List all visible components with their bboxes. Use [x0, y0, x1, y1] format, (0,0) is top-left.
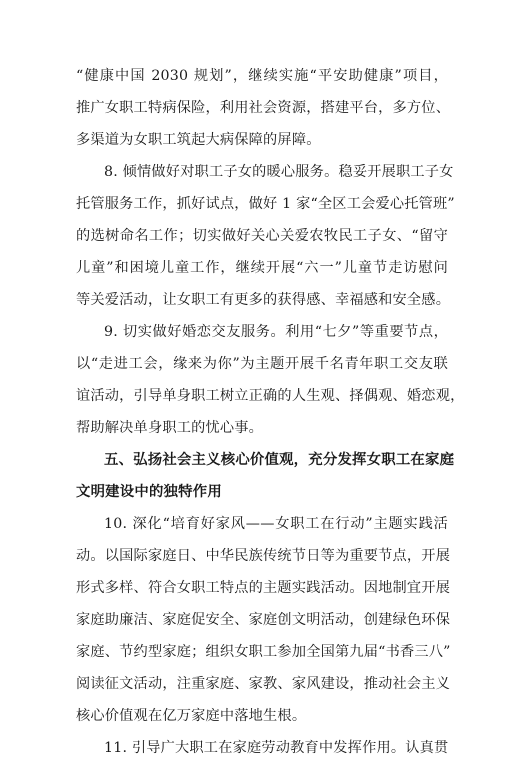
text-line: 动。以国际家庭日、中华民族传统节日等为重要节点，开展 [76, 548, 451, 564]
text-line: 儿童”和困境儿童工作，继续开展“六一”儿童节走访慰问 [76, 260, 448, 276]
text-line: 阅读征文活动，注重家庭、家教、家风建设，推动社会主义 [76, 676, 451, 692]
paragraph-item-8 [76, 156, 455, 316]
text-line: 托管服务工作，抓好试点，做好 1 家“全区工会爱心托管班” [76, 196, 455, 212]
text-line: 10. 深化“培育好家风——女职工在行动”主题实践活 [104, 516, 448, 532]
text-line: 形式多样、符合女职工特点的主题实践活动。因地制宜开展 [76, 580, 451, 596]
document-page [76, 60, 465, 764]
text-line: 8. 倾情做好对职工子女的暖心服务。稳妥开展职工子女 [104, 164, 454, 180]
paragraph-item-10 [76, 508, 451, 732]
text-line: 家庭、节约型家庭；组织女职工参加全国第九届“书香三八” [76, 644, 451, 660]
heading-line: 五、弘扬社会主义核心价值观，充分发挥女职工在家庭 [104, 452, 455, 468]
text-line: 以“走进工会，缘来为你”为主题开展千名青年职工交友联 [76, 356, 448, 372]
text-line: 9. 切实做好婚恋交友服务。利用“七夕”等重要节点， [104, 324, 448, 340]
text-line: 帮助解决单身职工的忧心事。 [76, 420, 264, 436]
text-line: 推广女职工特病保险，利用社会资源，搭建平台，多方位、 [76, 100, 451, 116]
text-line: 11. 引导广大职工在家庭劳动教育中发挥作用。认真贯 [104, 740, 449, 756]
section-heading-5 [76, 444, 455, 508]
text-line: “健康中国 2030 规划”，继续实施“平安助健康”项目， [76, 68, 448, 84]
paragraph-health-2030 [76, 60, 451, 156]
paragraph-item-11 [76, 732, 448, 764]
text-line: 核心价值观在亿万家庭中落地生根。 [76, 708, 307, 724]
text-line: 的选树命名工作；切实做好关心关爱农牧民工子女、“留守 [76, 228, 448, 244]
heading-line: 文明建设中的独特作用 [76, 484, 222, 500]
text-line: 谊活动，引导单身职工树立正确的人生观、择偶观、婚恋观， [76, 388, 465, 404]
paragraph-item-9 [76, 316, 465, 444]
text-line: 家庭助廉洁、家庭促安全、家庭创文明活动，创建绿色环保 [76, 612, 451, 628]
text-line: 等关爱活动，让女职工有更多的获得感、幸福感和安全感。 [76, 292, 451, 308]
text-line: 多渠道为女职工筑起大病保障的屏障。 [76, 132, 321, 148]
